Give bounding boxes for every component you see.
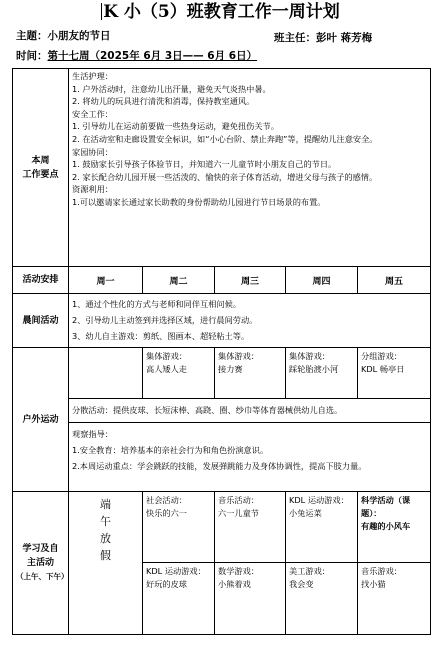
morning-line: 2、引导幼儿主动签到并选择区域，进行晨间劳动。 (72, 315, 258, 325)
outdoor-guidance (68, 422, 431, 492)
focus-line: 资源利用： (72, 184, 113, 195)
focus-line: 1. 户外活动时，注意幼儿出汗量，避免天气炎热中暑。 (72, 83, 271, 94)
outdoor-game-thursday: 集体游戏： 踩轮胎渡小河 (285, 347, 358, 399)
morning-label: 晨间活动 (12, 293, 69, 348)
learning-sub-label: （上午、下午） (16, 572, 69, 581)
focus-line: 安全工作： (72, 108, 113, 119)
learning-label: 学习及自 主活动 （上午、下午） (12, 491, 69, 635)
focus-line: 1.可以邀请家长通过家长助教的身份帮助幼儿园进行节日场景的布置。 (72, 196, 326, 207)
morning-line: 3、幼儿自主游戏：剪纸、图画本、超轻粘土等。 (72, 331, 250, 341)
time-line: 时间：第十七周（2025年 6月 3日—— 6月 6日） (16, 50, 258, 62)
guidance-line: 2.本周运动重点：学会跳跃的技能，发展弹跳能力及身体协调性，提高下肢力量。 (72, 461, 367, 471)
outdoor-label: 户外运动 (12, 347, 69, 492)
learning-thu-am: KDL 运动游戏： 小兔运菜 (285, 491, 358, 563)
learning-tue-am: 社会活动： 快乐的六一 (142, 491, 215, 563)
day-monday: 周一 (68, 266, 143, 294)
learning-wed-am: 音乐活动： 六一儿童节 (214, 491, 286, 563)
outdoor-empty-cell (68, 347, 143, 399)
focus-label: 本周 工作要点 (12, 68, 69, 267)
day-friday: 周五 (357, 266, 431, 294)
outdoor-game-tuesday: 集体游戏： 高人矮人走 (142, 347, 215, 399)
focus-line: 2. 将幼儿的玩具进行清洗和消毒，保持教室通风。 (72, 96, 255, 107)
learning-tue-pm: KDL 运动游戏： 好玩的皮球 (142, 562, 215, 635)
day-tuesday: 周二 (142, 266, 215, 294)
guidance-line: 1.安全教育：培养基本的亲社会行为和角色扮演意识。 (72, 445, 269, 455)
focus-line: 1. 鼓励家长引导孩子体验节日，并知道六一儿童节时小朋友自己的节日。 (72, 159, 337, 170)
theme-line: 主题：小朋友的节日 (16, 30, 111, 42)
outdoor-free-activities: 分散活动：提供皮球、长短沫棒、高跷、圈、纱巾等体育器械供幼儿自选。 (68, 398, 431, 423)
guidance-line: 观察指导： (72, 429, 113, 439)
schedule-label: 活动安排 (12, 266, 69, 294)
focus-line: 2. 在活动室和走廊设置安全标识，如“小心台阶、禁止奔跑”等，提醒幼儿注意安全。 (72, 133, 378, 144)
focus-line: 2. 家长配合幼儿园开展一些活泼的、愉快的亲子体育活动，增进父母与孩子的感情。 (72, 171, 378, 182)
morning-line: 1、通过个性化的方式与老师和同伴互相问候。 (72, 299, 241, 309)
holiday-cell: 端 午 放 假 (68, 491, 143, 635)
teacher-value: 彭叶 蒋芳梅 (316, 32, 373, 44)
focus-line: 1. 引导幼儿在运动前要做一些热身运动，避免扭伤关节。 (72, 121, 279, 132)
focus-line: 家园协同： (72, 146, 113, 157)
focus-content (68, 68, 431, 267)
learning-fri-pm: 音乐游戏： 找小猫 (357, 562, 431, 635)
learning-wed-pm: 数学游戏： 小熊着戏 (214, 562, 286, 635)
time-value: 第十七周（2025年 6月 3日—— 6月 6日） (47, 50, 258, 62)
outdoor-game-wednesday: 集体游戏： 接力赛 (214, 347, 286, 399)
day-thursday: 周四 (285, 266, 358, 294)
morning-content (68, 293, 431, 348)
learning-thu-pm: 美工游戏： 我会变 (285, 562, 358, 635)
focus-line: 生活护理： (72, 71, 113, 81)
outdoor-game-friday: 分组游戏： KDL 畅亭日 (357, 347, 431, 399)
theme-value: 小朋友的节日 (47, 30, 111, 42)
learning-fri-am: 科学活动（课题）： 有趣的小风车 (357, 491, 431, 563)
page-title: K 小（5）班教育工作一周计划 (103, 2, 340, 22)
day-wednesday: 周三 (214, 266, 286, 294)
teacher-line: 班主任：彭叶 蒋芳梅 (274, 32, 373, 44)
